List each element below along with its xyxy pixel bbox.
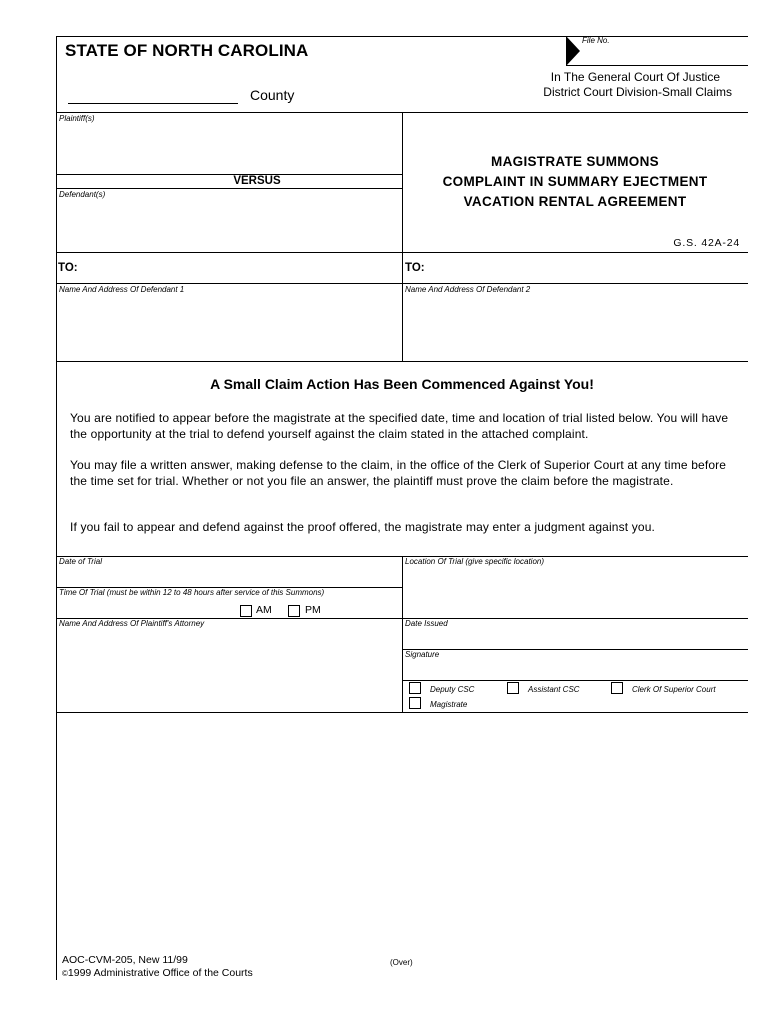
date-issued-line [402,649,748,650]
magistrate-checkbox[interactable] [409,697,421,709]
statute-ref: G.S. 42A-24 [673,237,740,249]
assistant-csc-label: Assistant CSC [528,685,580,694]
copyright-symbol: © [62,969,68,978]
top-border [56,36,748,37]
court-info [460,70,732,100]
copyright-line [62,967,253,980]
county-underline [68,103,238,104]
magistrate-label: Magistrate [430,700,468,709]
signature-line [402,680,748,681]
to-right-label: TO: [405,262,425,274]
defendant2-label: Name And Address Of Defendant 2 [405,285,531,294]
state-title: STATE OF NORTH CAROLINA [65,41,309,60]
file-no-label: File No. [582,36,610,45]
date-issued-label: Date Issued [405,619,448,628]
form-id: AOC-CVM-205, New 11/99 [62,954,188,966]
notice-heading: A Small Claim Action Has Been Commenced Against You! [210,376,594,392]
form-title-line-2: COMPLAINT IN SUMMARY EJECTMENT [442,174,708,189]
over-label: (Over) [390,958,413,967]
recipients-bottom-line [56,361,748,362]
deputy-csc-checkbox[interactable] [409,682,421,694]
signature-label: Signature [405,650,440,659]
plaintiffs-label: Plaintiff(s) [59,114,95,123]
notice-para-1: You are notified to appear before the magistrate at the specified date, time and location of trial listed below. You will have the opportunity at the trial to defend yourself against the claim stated in the attached complaint. [70,411,729,441]
recipients-divider [402,252,403,361]
notice-para-2: You may file a written answer, making defense to the claim, in the office of the Clerk of Superior Court at any time before the time set for trial. Whether or not you file an answer, the plaintiff must prove the claim before the magistrate. [70,458,727,488]
to-left-label: TO: [58,262,78,274]
file-no-underline [566,65,748,66]
am-label: AM [256,604,272,616]
attorney-label: Name And Address Of Plaintiff's Attorney [59,619,205,628]
date-of-trial-label: Date of Trial [59,557,102,566]
am-checkbox[interactable] [240,605,252,617]
form-title-line-1: MAGISTRATE SUMMONS [491,154,659,169]
location-of-trial-label: Location Of Trial (give specific location) [405,557,545,566]
pm-label: PM [305,604,321,616]
copyright-text: 1999 Administrative Office of the Courts [67,967,253,979]
clerk-superior-label: Clerk Of Superior Court [632,685,716,694]
defendants-label: Defendant(s) [59,190,106,199]
versus-line [56,188,402,189]
notice-para-3: If you fail to appear and defend against the proof offered, the magistrate may enter a judgment against you. [70,520,656,534]
deputy-csc-label: Deputy CSC [430,685,475,694]
file-no-arrow-icon [566,36,580,66]
pm-checkbox[interactable] [288,605,300,617]
county-label: County [250,87,295,103]
assistant-csc-checkbox[interactable] [507,682,519,694]
clerk-superior-checkbox[interactable] [611,682,623,694]
notice-section [56,376,748,392]
time-of-trial-label: Time Of Trial (must be within 12 to 48 hours after service of this Summons) [59,588,325,597]
form-title [402,152,748,212]
trial-bottom-line [56,712,748,713]
form-title-line-3: VACATION RENTAL AGREEMENT [463,194,687,209]
court-line-1: In The General Court Of Justice [550,70,720,84]
defendant1-label: Name And Address Of Defendant 1 [59,285,185,294]
location-line [402,618,748,619]
trial-divider [402,556,403,712]
versus-label: VERSUS [233,175,281,187]
court-line-2: District Court Division-Small Claims [543,85,732,99]
